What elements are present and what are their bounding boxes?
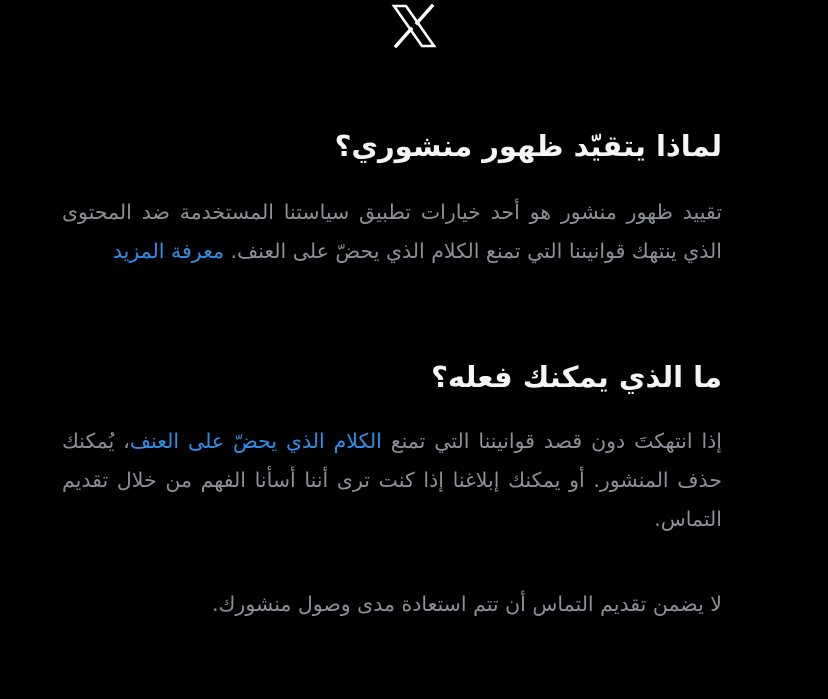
what-can-you-do-text-end: ، يُمكنك حذف المنشور. أو يمكنك إبلاغنا إذا كنت ترى أننا أسأنا الفهم من خلال تقديم التماس. bbox=[62, 429, 722, 531]
x-logo-icon bbox=[390, 4, 438, 48]
what-can-you-do-text-start: إذا انتهكتَ دون قصد قوانيننا التي تمنع bbox=[381, 429, 722, 453]
why-limited-text: تقييد ظهور منشور هو أحد خيارات تطبيق سياستنا المستخدمة ضد المحتوى الذي ينتهك قوانيننا التي تمنع الكلام الذي يحضّ على العنف. bbox=[62, 200, 722, 263]
violent-speech-policy-link[interactable]: الكلام الذي يحضّ على العنف bbox=[129, 429, 382, 453]
what-can-you-do-heading: ما الذي يمكنك فعله؟ bbox=[431, 360, 722, 394]
learn-more-link[interactable]: معرفة المزيد bbox=[112, 239, 224, 263]
why-limited-explanation bbox=[62, 193, 722, 271]
what-can-you-do-explanation bbox=[62, 422, 722, 539]
appeal-disclaimer: لا يضمن تقديم التماس أن تتم استعادة مدى وصول منشورك. bbox=[212, 592, 722, 616]
why-limited-heading: لماذا يتقيّد ظهور منشوري؟ bbox=[334, 129, 722, 163]
